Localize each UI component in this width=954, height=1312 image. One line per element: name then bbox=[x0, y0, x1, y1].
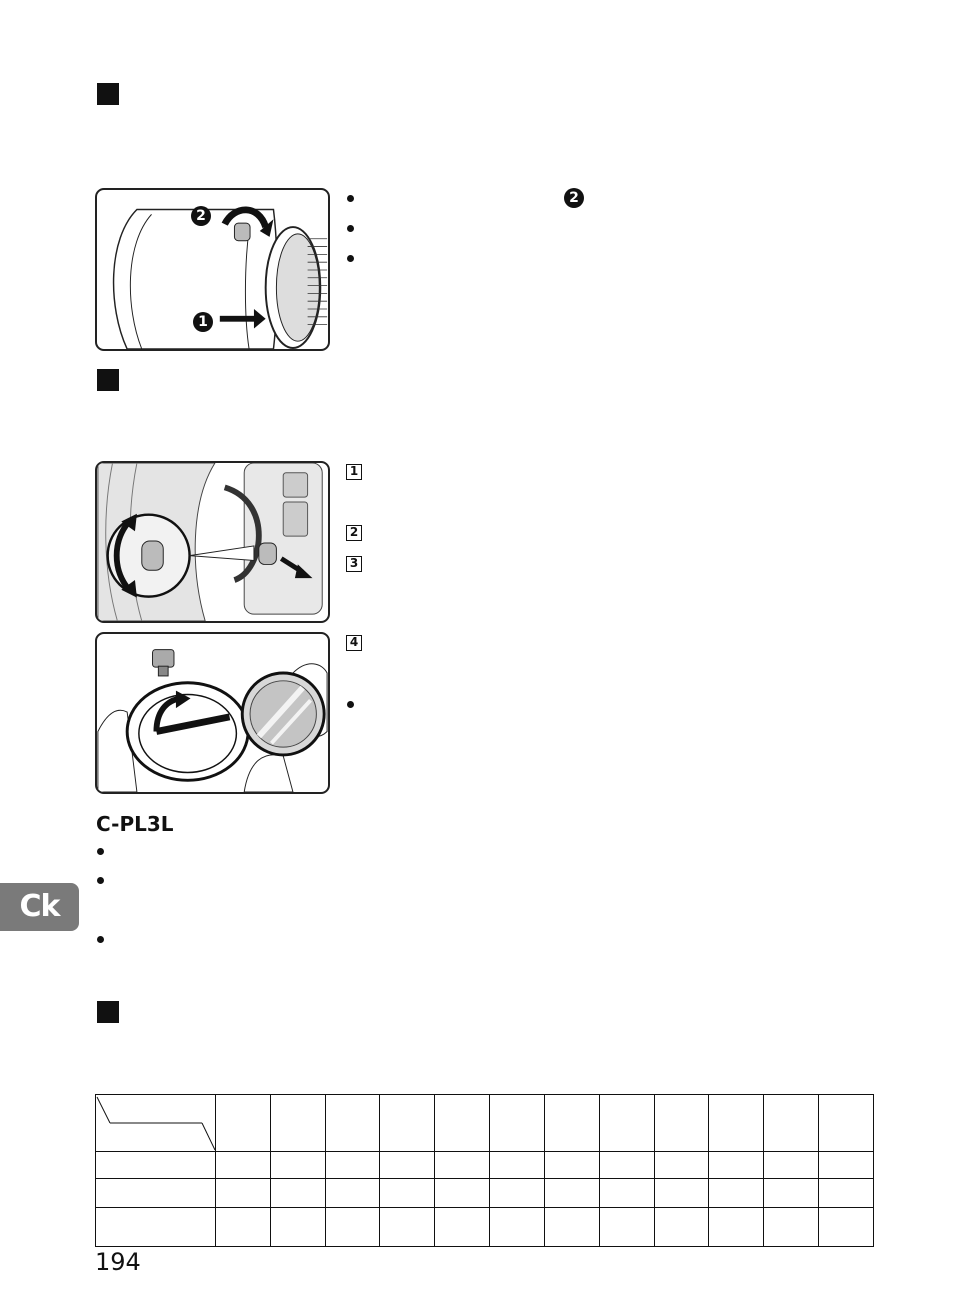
table-cell bbox=[599, 1095, 654, 1152]
table-row bbox=[96, 1208, 874, 1247]
bullet-point bbox=[347, 195, 354, 202]
table-cell bbox=[764, 1095, 819, 1152]
step-number-2: 2 bbox=[346, 525, 362, 541]
subheading: C-PL3L bbox=[96, 812, 174, 836]
table-cell bbox=[490, 1179, 545, 1208]
table-cell bbox=[96, 1152, 216, 1179]
table-header-row bbox=[96, 1095, 874, 1152]
table-cell bbox=[325, 1095, 380, 1152]
table-cell bbox=[325, 1152, 380, 1179]
table-cell bbox=[709, 1152, 764, 1179]
table-cell bbox=[490, 1208, 545, 1247]
bullet-point bbox=[347, 701, 354, 708]
table-cell bbox=[380, 1152, 435, 1179]
table-cell bbox=[435, 1179, 490, 1208]
language-tab: Ck bbox=[0, 883, 79, 931]
table-cell bbox=[216, 1179, 271, 1208]
table-cell bbox=[490, 1152, 545, 1179]
table-cell bbox=[709, 1179, 764, 1208]
table-cell bbox=[380, 1179, 435, 1208]
table-cell bbox=[599, 1179, 654, 1208]
figure-filter-screw bbox=[95, 632, 330, 794]
table-row bbox=[96, 1179, 874, 1208]
table-cell bbox=[709, 1208, 764, 1247]
step-number-1: 1 bbox=[346, 464, 362, 480]
step-badge-1: 1 bbox=[193, 312, 213, 332]
section-marker-1 bbox=[97, 83, 119, 105]
diagonal-divider bbox=[96, 1095, 216, 1151]
table-cell bbox=[270, 1095, 325, 1152]
table-cell bbox=[544, 1179, 599, 1208]
table-cell bbox=[490, 1095, 545, 1152]
spec-table bbox=[95, 1094, 874, 1247]
bullet-point bbox=[347, 225, 354, 232]
table-cell bbox=[654, 1208, 709, 1247]
table-cell bbox=[435, 1152, 490, 1179]
filter-screw-illustration bbox=[97, 634, 328, 792]
table-cell bbox=[764, 1179, 819, 1208]
table-cell bbox=[216, 1095, 271, 1152]
table-cell bbox=[819, 1208, 874, 1247]
filter-knob-illustration bbox=[97, 463, 328, 621]
table-cell bbox=[709, 1095, 764, 1152]
step-badge-2: 2 bbox=[191, 206, 211, 226]
table-cell bbox=[599, 1208, 654, 1247]
table-cell bbox=[270, 1208, 325, 1247]
step-number-3: 3 bbox=[346, 556, 362, 572]
table-cell bbox=[654, 1095, 709, 1152]
table-cell bbox=[435, 1095, 490, 1152]
bullet-point bbox=[97, 936, 104, 943]
table-cell bbox=[325, 1179, 380, 1208]
reference-badge-2: 2 bbox=[564, 188, 584, 208]
section-marker-2 bbox=[97, 369, 119, 391]
table-cell bbox=[599, 1152, 654, 1179]
table-cell bbox=[819, 1179, 874, 1208]
table-row bbox=[96, 1152, 874, 1179]
table-cell bbox=[270, 1152, 325, 1179]
table-cell bbox=[380, 1095, 435, 1152]
table-cell bbox=[96, 1208, 216, 1247]
table-cell bbox=[819, 1152, 874, 1179]
table-cell bbox=[819, 1095, 874, 1152]
bullet-point bbox=[97, 848, 104, 855]
figure-filter-knob bbox=[95, 461, 330, 623]
table-cell bbox=[435, 1208, 490, 1247]
lens-attach-illustration bbox=[97, 190, 328, 349]
table-cell bbox=[216, 1152, 271, 1179]
table-cell bbox=[544, 1152, 599, 1179]
table-cell bbox=[216, 1208, 271, 1247]
section-marker-3 bbox=[97, 1001, 119, 1023]
bullet-point bbox=[347, 255, 354, 262]
table-cell bbox=[764, 1152, 819, 1179]
step-number-4: 4 bbox=[346, 635, 362, 651]
table-cell bbox=[325, 1208, 380, 1247]
table-cell bbox=[544, 1208, 599, 1247]
table-cell bbox=[654, 1152, 709, 1179]
table-cell bbox=[764, 1208, 819, 1247]
table-cell bbox=[96, 1179, 216, 1208]
table-corner-cell bbox=[96, 1095, 216, 1152]
table-cell bbox=[270, 1179, 325, 1208]
bullet-point bbox=[97, 877, 104, 884]
table-cell bbox=[544, 1095, 599, 1152]
figure-lens-attach bbox=[95, 188, 330, 351]
table-cell bbox=[380, 1208, 435, 1247]
page-number: 194 bbox=[95, 1248, 141, 1276]
table-cell bbox=[654, 1179, 709, 1208]
